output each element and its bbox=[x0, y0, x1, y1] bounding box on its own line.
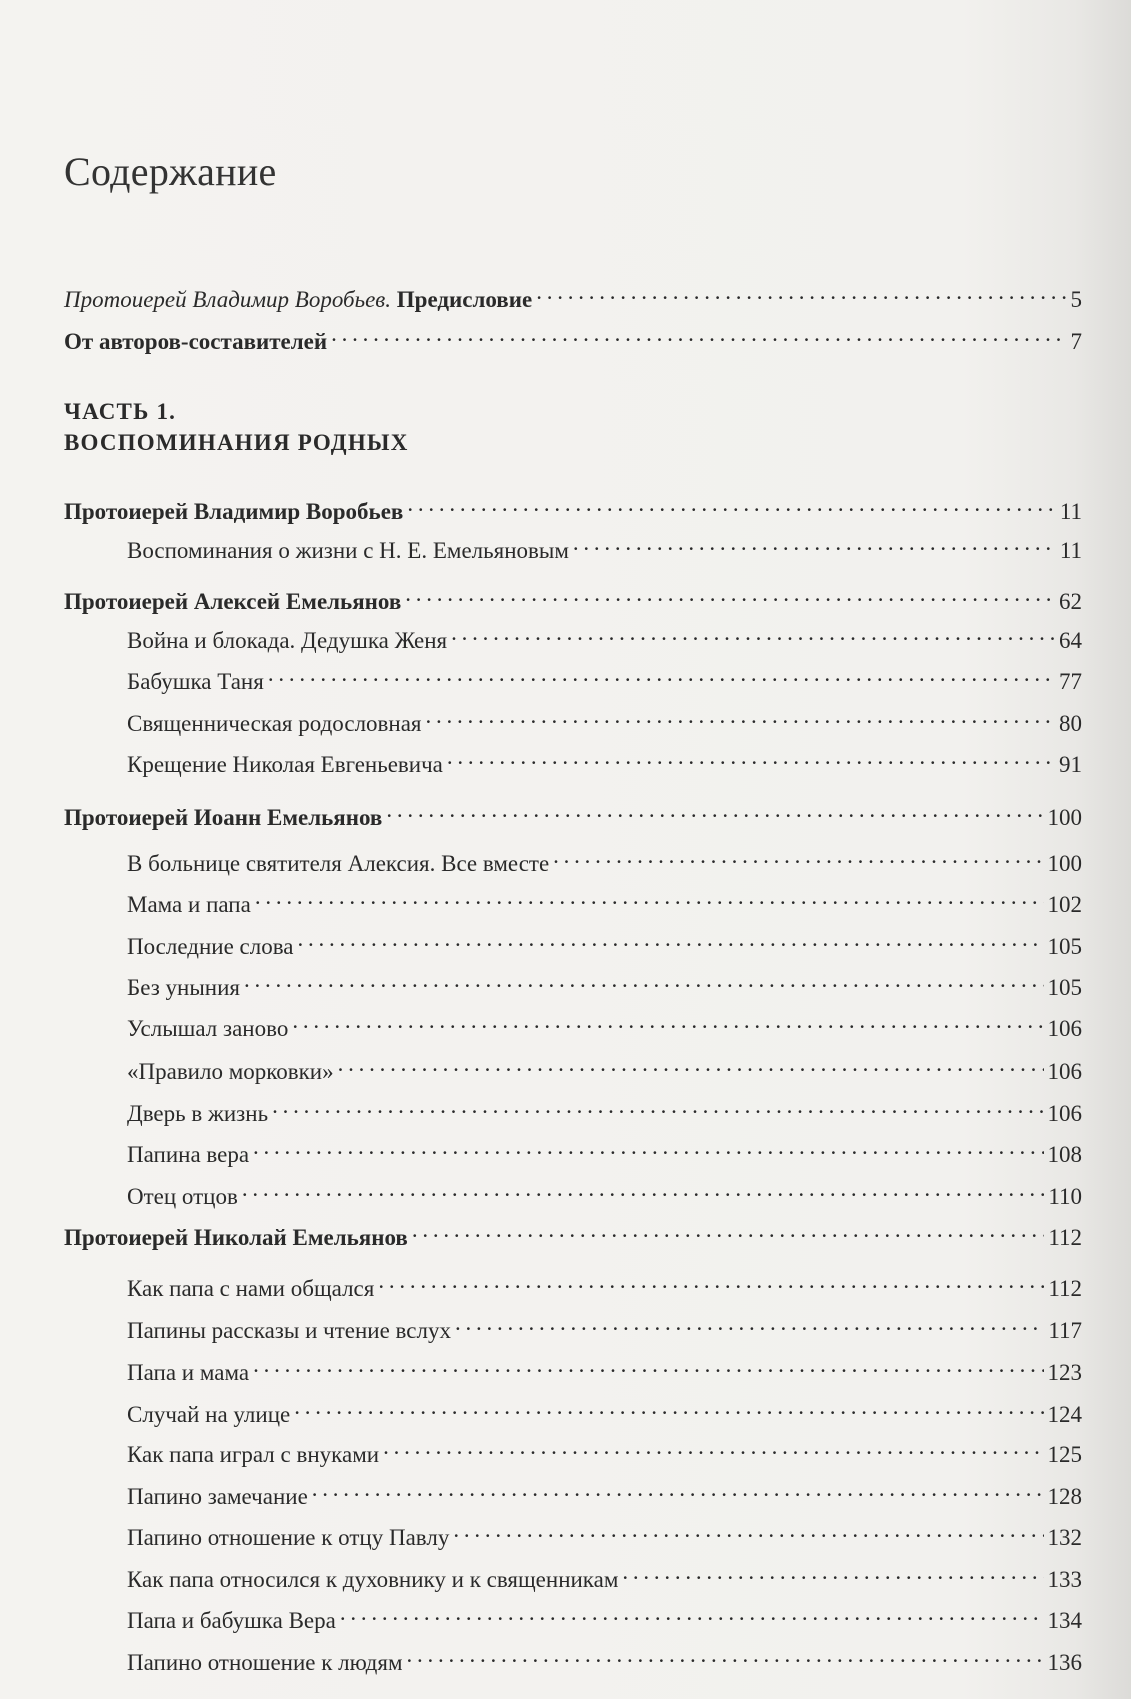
toc-item[interactable]: Дверь в жизнь . . . 106 bbox=[127, 1091, 1082, 1121]
part-title: ВОСПОМИНАНИЯ РОДНЫХ bbox=[64, 430, 409, 455]
toc-entry-preface[interactable] bbox=[64, 277, 1082, 312]
toc-item[interactable]: Случай на улице . . . 124 bbox=[127, 1392, 1082, 1422]
toc-item[interactable]: Папино отношение к отцу Павлу . . . 132 bbox=[127, 1515, 1082, 1545]
toc-item[interactable]: Бабушка Таня . . . 77 bbox=[127, 659, 1082, 689]
page-number: 124 bbox=[1047, 1402, 1082, 1427]
page-number: 110 bbox=[1048, 1184, 1082, 1209]
dot-leader bbox=[268, 659, 1055, 689]
dot-leader bbox=[447, 742, 1055, 772]
page-number: 62 bbox=[1059, 589, 1082, 614]
dot-leader bbox=[244, 965, 1044, 995]
dot-leader bbox=[386, 795, 1043, 825]
toc-item[interactable]: Как папа играл с внуками . . . 125 bbox=[127, 1432, 1082, 1462]
toc-item[interactable]: Последние слова . . . 105 bbox=[127, 924, 1082, 954]
dot-leader bbox=[378, 1266, 1044, 1296]
toc-item[interactable]: Папа и бабушка Вера . . . 134 bbox=[127, 1598, 1082, 1628]
page-number: 105 bbox=[1047, 934, 1082, 959]
page-number: 106 bbox=[1047, 1059, 1082, 1084]
dot-leader bbox=[405, 579, 1055, 609]
dot-leader bbox=[253, 1132, 1043, 1162]
preface-author: Протоиерей Владимир Воробьев. bbox=[64, 287, 392, 312]
dot-leader bbox=[451, 618, 1055, 648]
page-number: 112 bbox=[1048, 1276, 1082, 1301]
page-number: 133 bbox=[1047, 1567, 1082, 1592]
page-number: 80 bbox=[1059, 711, 1082, 736]
toc-item[interactable]: Папа и мама . . . 123 bbox=[127, 1350, 1082, 1380]
dot-leader bbox=[312, 1474, 1044, 1504]
dot-leader bbox=[573, 528, 1056, 558]
dot-leader bbox=[272, 1091, 1043, 1121]
page-number: 11 bbox=[1059, 499, 1082, 524]
part-heading bbox=[64, 396, 409, 458]
dot-leader bbox=[536, 277, 1066, 307]
toc-section[interactable]: Протоиерей Николай Емельянов . . . 112 bbox=[64, 1215, 1082, 1245]
toc-item[interactable]: Священническая родословная . . . 80 bbox=[127, 701, 1082, 731]
toc-item[interactable]: Папина вера . . . 108 bbox=[127, 1132, 1082, 1162]
preface-title: Предисловие bbox=[396, 287, 533, 312]
toc-item[interactable]: В больнице святителя Алексия. Все вместе . . . 100 bbox=[127, 841, 1082, 871]
toc-item[interactable]: Папино отношение к людям . . . 136 bbox=[127, 1640, 1082, 1670]
dot-leader bbox=[426, 701, 1056, 731]
toc-item[interactable]: Папины рассказы и чтение вслух . . . 117 bbox=[127, 1308, 1082, 1338]
dot-leader bbox=[407, 1640, 1044, 1670]
toc-item[interactable]: Папино замечание . . . 128 bbox=[127, 1474, 1082, 1504]
page-number: 100 bbox=[1047, 805, 1082, 830]
page-number: 136 bbox=[1047, 1650, 1082, 1675]
toc-item[interactable]: Крещение Николая Евгеньевича . . . 91 bbox=[127, 742, 1082, 772]
page-number: 102 bbox=[1047, 892, 1082, 917]
toc-section[interactable]: Протоиерей Владимир Воробьев . . . 11 bbox=[64, 489, 1082, 519]
dot-leader bbox=[453, 1515, 1043, 1545]
toc-item[interactable]: Мама и папа . . . 102 bbox=[127, 882, 1082, 912]
toc-entry-label: От авторов-составителей bbox=[64, 329, 328, 354]
dot-leader bbox=[255, 882, 1044, 912]
page-number: 123 bbox=[1047, 1360, 1082, 1385]
page-number: 100 bbox=[1047, 851, 1082, 876]
dot-leader bbox=[338, 1049, 1044, 1079]
page-number: 108 bbox=[1047, 1142, 1082, 1167]
dot-leader bbox=[622, 1557, 1043, 1587]
toc-item[interactable]: Как папа с нами общался . . . 112 bbox=[127, 1266, 1082, 1296]
page-number: 105 bbox=[1047, 975, 1082, 1000]
page-number: 91 bbox=[1059, 752, 1082, 777]
dot-leader bbox=[294, 1392, 1043, 1422]
toc-item[interactable]: Как папа относился к духовнику и к священникам . . . 133 bbox=[127, 1557, 1082, 1587]
toc-item[interactable]: Услышал заново . . . 106 bbox=[127, 1006, 1082, 1036]
dot-leader bbox=[340, 1598, 1044, 1628]
toc-item[interactable]: «Правило морковки» . . . 106 bbox=[127, 1049, 1082, 1079]
page-number: 77 bbox=[1059, 669, 1082, 694]
dot-leader bbox=[331, 319, 1066, 349]
dot-leader bbox=[455, 1308, 1044, 1338]
dot-leader bbox=[383, 1432, 1043, 1462]
page-number: 117 bbox=[1048, 1318, 1082, 1343]
dot-leader bbox=[253, 1350, 1043, 1380]
toc-item[interactable]: Воспоминания о жизни с Н. Е. Емельяновым . . . 11 bbox=[127, 528, 1082, 558]
page-number: 11 bbox=[1059, 538, 1082, 563]
page-title: Содержание bbox=[64, 149, 277, 194]
page-number: 64 bbox=[1059, 628, 1082, 653]
toc-item[interactable]: Без уныния . . . 105 bbox=[127, 965, 1082, 995]
page-number: 125 bbox=[1047, 1442, 1082, 1467]
page-number: 132 bbox=[1047, 1525, 1082, 1550]
page-number: 134 bbox=[1047, 1608, 1082, 1633]
toc-item[interactable]: Война и блокада. Дедушка Женя . . . 64 bbox=[127, 618, 1082, 648]
toc-section[interactable]: Протоиерей Иоанн Емельянов . . . 100 bbox=[64, 795, 1082, 825]
toc-item[interactable]: Отец отцов . . . 110 bbox=[127, 1174, 1082, 1204]
page-number: 7 bbox=[1070, 329, 1082, 354]
part-number: ЧАСТЬ 1. bbox=[64, 399, 177, 424]
page-number: 5 bbox=[1070, 287, 1082, 312]
dot-leader bbox=[553, 841, 1043, 871]
page-number: 106 bbox=[1047, 1016, 1082, 1041]
dot-leader bbox=[292, 1006, 1043, 1036]
page-number: 112 bbox=[1048, 1225, 1082, 1250]
page-number: 106 bbox=[1047, 1101, 1082, 1126]
page-number: 128 bbox=[1047, 1484, 1082, 1509]
dot-leader bbox=[298, 924, 1044, 954]
toc-entry-from-authors[interactable] bbox=[64, 319, 1082, 354]
dot-leader bbox=[407, 489, 1055, 519]
dot-leader bbox=[412, 1215, 1044, 1245]
toc-section[interactable]: Протоиерей Алексей Емельянов . . . 62 bbox=[64, 579, 1082, 609]
dot-leader bbox=[242, 1174, 1044, 1204]
